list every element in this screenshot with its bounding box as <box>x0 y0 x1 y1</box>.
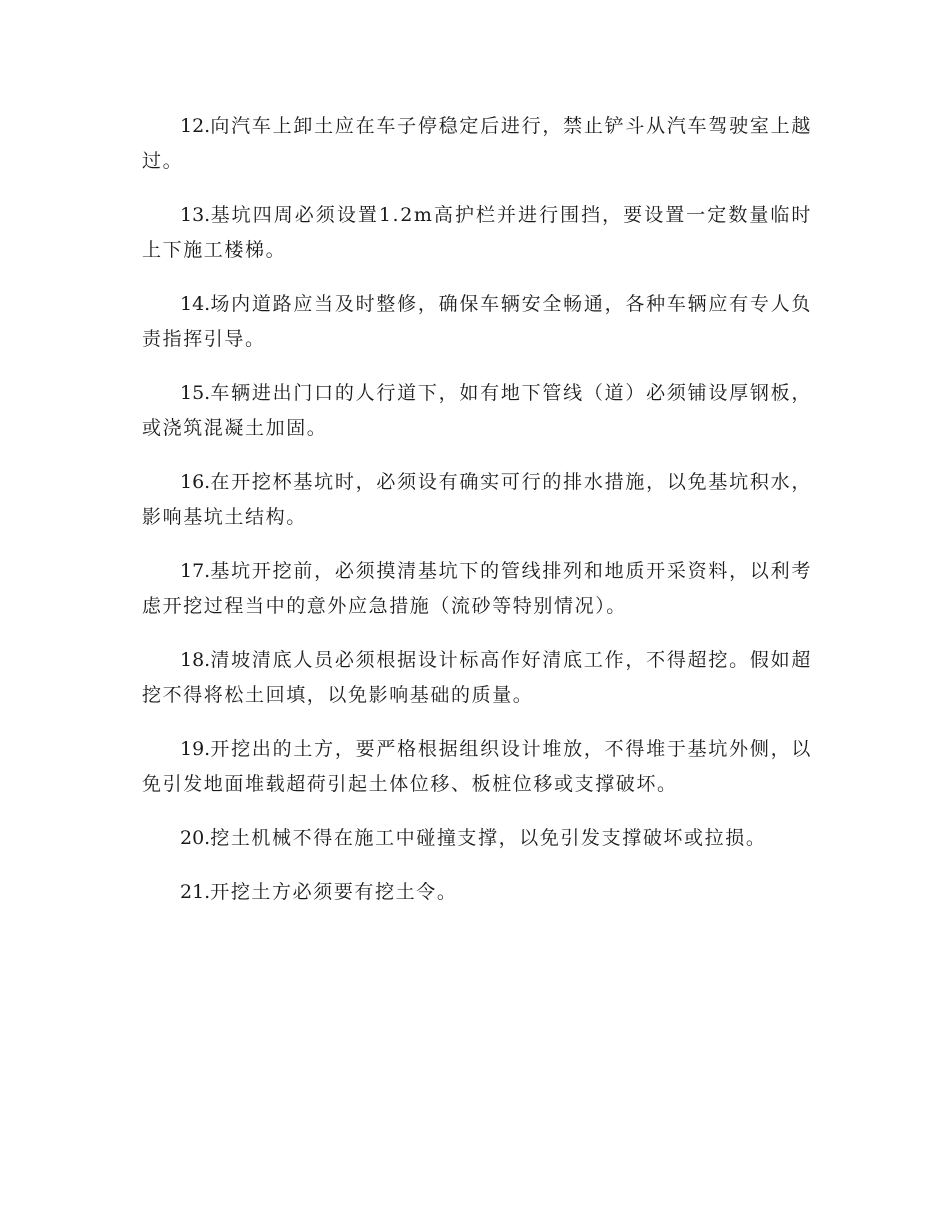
paragraph-15 <box>142 376 812 446</box>
paragraph-14 <box>142 287 812 357</box>
paragraph-text: 挖土机械不得在施工中碰撞支撑，以免引发支撑破坏或拉损。 <box>210 827 767 849</box>
paragraph-19 <box>142 732 812 802</box>
paragraph-text: 开挖出的土方，要严格根据组织设计堆放，不得堆于基坑外侧，以免引发地面堆载超荷引起土体位移、板桩位移或支撑破坏。 <box>142 738 812 795</box>
paragraph-number: 20. <box>180 827 211 849</box>
paragraph-number: 21. <box>180 881 211 903</box>
paragraph-17 <box>142 554 812 624</box>
paragraph-number: 19. <box>180 738 211 760</box>
paragraph-number: 18. <box>180 649 211 671</box>
paragraph-20 <box>142 821 812 856</box>
paragraph-text: 在开挖杯基坑时，必须设有确实可行的排水措施，以免基坑积水，影响基坑土结构。 <box>142 471 812 528</box>
paragraph-number: 12. <box>180 115 211 137</box>
paragraph-number: 14. <box>180 293 211 315</box>
paragraph-12 <box>142 109 812 179</box>
paragraph-text: 清坡清底人员必须根据设计标高作好清底工作，不得超挖。假如超挖不得将松土回填，以免影响基础的质量。 <box>142 649 812 706</box>
paragraph-text: 开挖土方必须要有挖土令。 <box>210 881 458 903</box>
paragraph-16 <box>142 465 812 535</box>
paragraph-13 <box>142 198 812 268</box>
paragraph-text: 场内道路应当及时整修，确保车辆安全畅通，各种车辆应有专人负责指挥引导。 <box>142 293 812 350</box>
paragraph-text: 基坑四周必须设置1.2m高护栏并进行围挡，要设置一定数量临时上下施工楼梯。 <box>142 204 812 261</box>
paragraph-21 <box>142 875 812 910</box>
paragraph-number: 13. <box>180 204 211 226</box>
paragraph-text: 车辆进出门口的人行道下，如有地下管线（道）必须铺设厚钢板，或浇筑混凝土加固。 <box>142 382 812 439</box>
paragraph-text: 向汽车上卸土应在车子停稳定后进行，禁止铲斗从汽车驾驶室上越过。 <box>142 115 812 172</box>
paragraph-number: 16. <box>180 471 211 493</box>
paragraph-number: 15. <box>180 382 211 404</box>
paragraph-text: 基坑开挖前，必须摸清基坑下的管线排列和地质开采资料，以利考虑开挖过程当中的意外应急措施（流砂等特别情况）。 <box>142 560 812 617</box>
document-body <box>142 109 812 929</box>
paragraph-number: 17. <box>180 560 211 582</box>
paragraph-18 <box>142 643 812 713</box>
